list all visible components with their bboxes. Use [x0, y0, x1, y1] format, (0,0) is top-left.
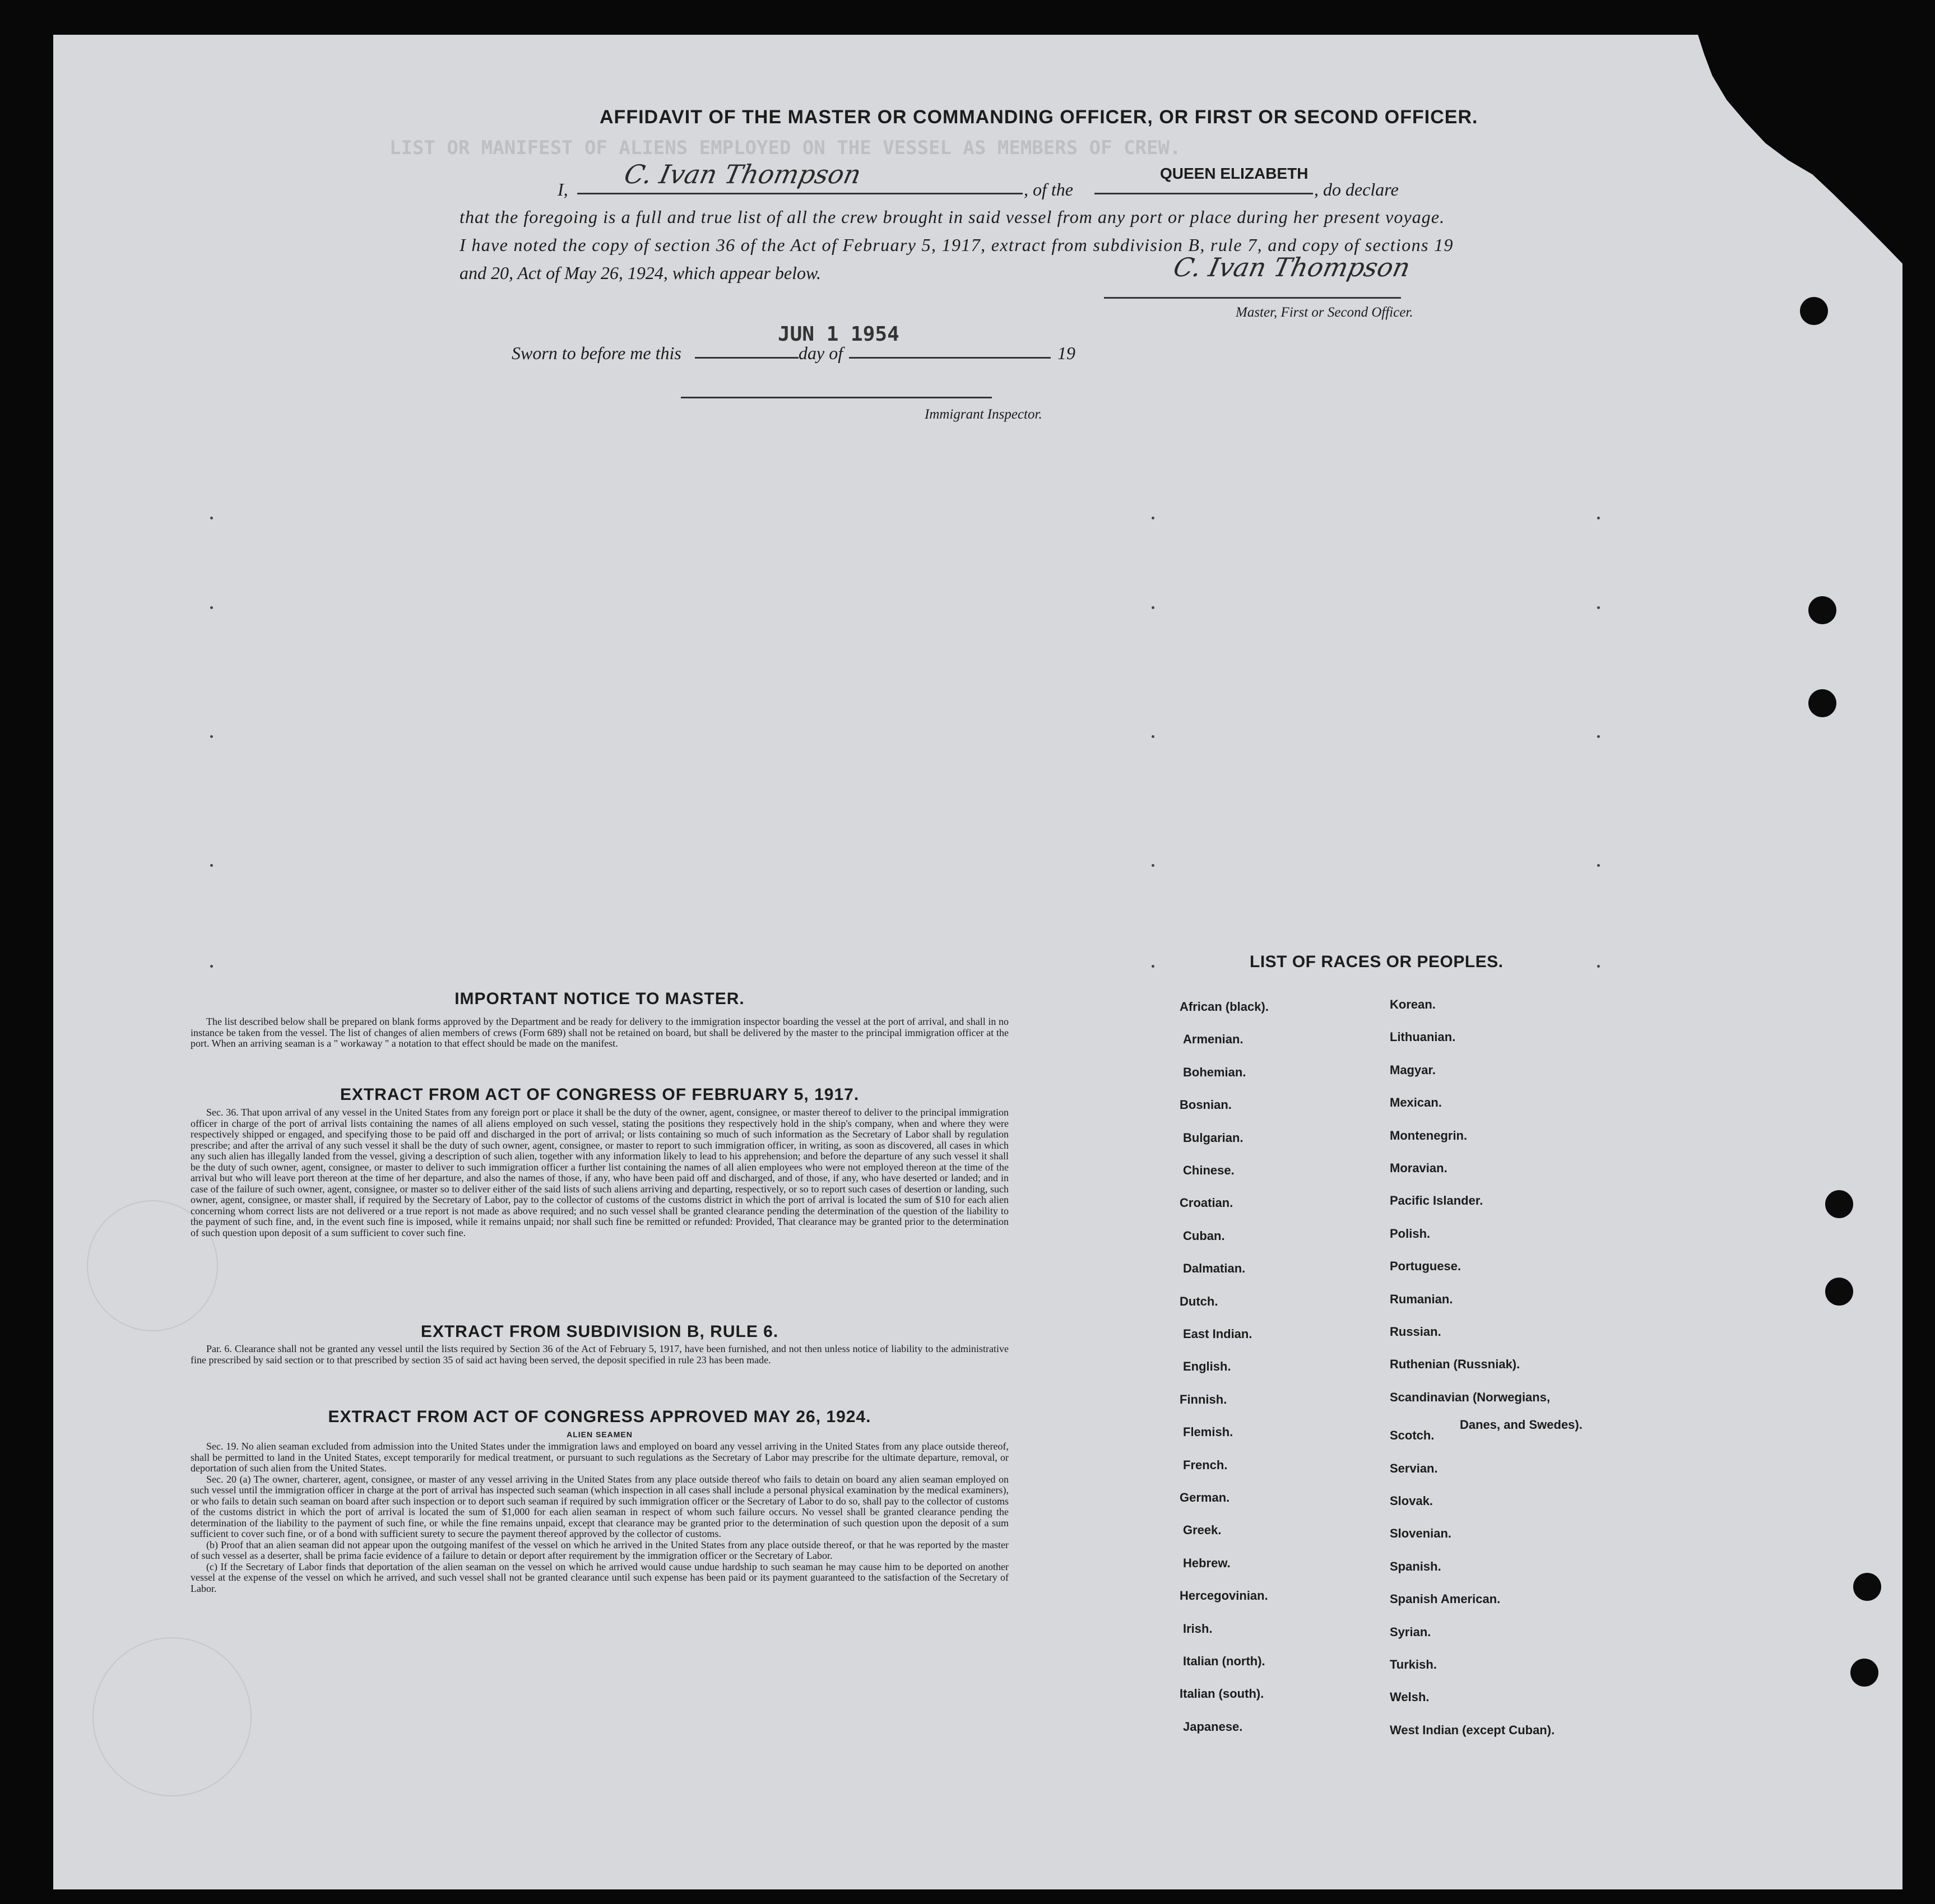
- bleed-through-header: LIST OR MANIFEST OF ALIENS EMPLOYED ON THE VESSEL AS MEMBERS OF CREW.: [389, 137, 1181, 159]
- race-item-right: Rumanian.: [1390, 1292, 1453, 1306]
- punch-hole: [1853, 1573, 1881, 1601]
- affidavit-line-4: and 20, Act of May 26, 1924, which appear below.: [460, 263, 821, 283]
- speck: [1597, 735, 1600, 738]
- master-signature-line: [1104, 297, 1401, 299]
- race-item-left: Dutch.: [1180, 1294, 1218, 1308]
- race-item-left: German.: [1180, 1490, 1230, 1504]
- of-the-label: , of the: [1024, 179, 1073, 199]
- speck: [1597, 517, 1600, 519]
- vessel-name: QUEEN ELIZABETH: [1160, 165, 1308, 182]
- race-item-left: Croatian.: [1180, 1196, 1233, 1210]
- speck: [1152, 864, 1154, 867]
- sworn-label: Sworn to before me this: [512, 343, 681, 363]
- officer-signature: C. Ivan Thompson: [621, 159, 864, 189]
- rule-6-title: EXTRACT FROM SUBDIVISION B, RULE 6.: [420, 1322, 779, 1341]
- race-item-left: Hercegovinian.: [1180, 1589, 1268, 1603]
- race-item-right: Korean.: [1390, 997, 1436, 1011]
- punch-hole: [1850, 1659, 1878, 1687]
- notice-text: [191, 1016, 1009, 1049]
- date-stamp: JUN 1 1954: [778, 323, 899, 346]
- affidavit-i-label: I,: [558, 179, 568, 199]
- race-item-left: Bosnian.: [1180, 1098, 1232, 1112]
- race-item-left: Cuban.: [1183, 1228, 1225, 1243]
- race-item-right-extra: Danes, and Swedes).: [1460, 1418, 1583, 1432]
- race-item-left: Italian (south).: [1180, 1687, 1264, 1701]
- speck: [1597, 606, 1600, 609]
- notice-title: IMPORTANT NOTICE TO MASTER.: [454, 990, 745, 1008]
- act-1924-title: EXTRACT FROM ACT OF CONGRESS APPROVED MAY 26, 1924.: [328, 1408, 871, 1426]
- race-item-left: Dalmatian.: [1183, 1261, 1246, 1276]
- name-line: [577, 193, 1023, 194]
- document-page: [53, 35, 1902, 1889]
- act-1924-subtitle: ALIEN SEAMEN: [567, 1430, 633, 1439]
- master-caption: Master, First or Second Officer.: [1236, 305, 1413, 320]
- races-title: LIST OF RACES OR PEOPLES.: [1250, 953, 1504, 971]
- punch-hole: [1825, 1190, 1853, 1218]
- vessel-line: [1094, 193, 1313, 194]
- act-1924-text: [191, 1441, 1009, 1594]
- punch-hole: [1800, 297, 1828, 325]
- race-item-left: Japanese.: [1183, 1719, 1243, 1734]
- race-item-left: African (black).: [1180, 1000, 1269, 1014]
- speck: [1152, 606, 1154, 609]
- affidavit-line-3: I have noted the copy of section 36 of the Act of February 5, 1917, extract from subdivision B, rule 7, and copy of sections 19: [460, 235, 1454, 255]
- speck: [210, 517, 213, 519]
- race-item-right: Lithuanian.: [1390, 1030, 1456, 1044]
- race-item-right: Scandinavian (Norwegians,: [1390, 1390, 1551, 1404]
- rule-6-par6: Par. 6. Clearance shall not be granted any vessel until the lists required by Section 36 of the Act of February 5, 1917, have been furnished, and not then unless notice of liability to the administrative fine prescribed by said section or to that prescribed by section 35 of said act having been served, the deposit specified in rule 23 has been made.: [191, 1343, 1009, 1366]
- speck: [210, 965, 213, 968]
- speck: [1152, 965, 1154, 968]
- race-item-right: Moravian.: [1390, 1161, 1447, 1175]
- act-1917-sec36: Sec. 36. That upon arrival of any vessel in the United States from any foreign port or place it shall be the duty of the owner, agent, consignee, or master thereof to deliver to the principal immigration officer in charge of the port of arrival lists containing the names of all aliens employed on such vessel, stating the positions they respectively hold in the ship's company, when and where they were respectively shipped or engaged, and specifying those to be paid off and discharged in the port of arrival; or lists containing so much of such information as the Secretary of Labor shall by regulation prescribe; and after the arrival of any such vessel it shall be the duty of such owner, agent, consignee, or master to report to such immigration officer, in writing, as soon as discovered, all cases in which any such alien has illegally landed from the vessel, giving a description of such alien, together with any information likely to lead to his apprehension; and before the departure of any such vessel it shall be the duty of such owner, agent, consignee, or master to deliver to such immigration officer a further list containing the names of all alien employees who were not employed thereon at the time of the arrival but who will leave port thereon at the time of her departure, and also the names of those, if any, who have been paid off and discharged, and of those, if any, who have deserted or landed; and in case of the failure of such owner, agent, consignee, or master so to deliver either of the said lists of such aliens arriving and departing, respectively, or so to report such cases of desertion or landing, such owner, agent, consignee, or master shall, if required by the Secretary of Labor, pay to the collector of customs of the customs district in which the port of arrival is located the sum of $10 for each alien concerning whom correct lists are not delivered or a true report is not made as above required; and no such vessel shall be granted clearance pending the determination of the question of the liability to the payment of such fine, and, in the event such fine is imposed, while it remains unpaid; nor shall such fine be remitted or refunded: Provided, That clearance may be granted prior to the determination of such question upon deposit of a sum sufficient to cover such fine.: [191, 1107, 1009, 1238]
- act-1924-sec20a: Sec. 20 (a) The owner, charterer, agent, consignee, or master of any vessel arriving in the United States from any place outside thereof who fails to detain on board any alien seaman employed on such vessel until the immigration officer in charge at the port of arrival has inspected such seaman (which inspection in all cases shall include a personal physical examination by the medical examiners), or who fails to detain such seaman on board after such inspection or to deport such seaman if required by such immigration officer or the Secretary of Labor to do so, shall pay to the collector of customs of the customs district in which the port of arrival is located the sum of $1,000 for each alien seaman in respect of whom such failure occurs. No vessel shall be granted clearance pending the determination of the liability to the payment of such fine, or while the fine remains unpaid, except that clearance may be granted prior to the determination of such question upon the deposit of a sum sufficient to cover such fine, or of a bond with sufficient surety to secure the payment thereof approved by the collector of customs.: [191, 1473, 1009, 1539]
- inspector-caption: Immigrant Inspector.: [925, 407, 1042, 422]
- race-item-left: East Indian.: [1183, 1327, 1252, 1341]
- act-1917-text: [191, 1107, 1009, 1238]
- affidavit-title: AFFIDAVIT OF THE MASTER OR COMMANDING OFFICER, OR FIRST OR SECOND OFFICER.: [600, 106, 1478, 128]
- race-item-right: Slovenian.: [1390, 1526, 1452, 1541]
- punch-hole: [1808, 689, 1836, 717]
- act-1924-sec20b: (b) Proof that an alien seaman did not appear upon the outgoing manifest of the vessel on which he arrived in the United States from any place outside thereof, or that he was reported by the master of such vessel as a deserter, shall be prima facie evidence of a failure to detain or deport after requirement by the immigration officer or the Secretary of Labor.: [191, 1539, 1009, 1561]
- speck: [210, 606, 213, 609]
- race-item-right: Spanish.: [1390, 1559, 1441, 1573]
- race-item-right: Magyar.: [1390, 1062, 1436, 1077]
- year-prefix: 19: [1057, 343, 1075, 363]
- sworn-month-line: [849, 357, 1051, 359]
- race-item-right: West Indian (except Cuban).: [1390, 1722, 1555, 1737]
- speck: [210, 864, 213, 867]
- race-item-left: Italian (north).: [1183, 1654, 1265, 1668]
- race-item-right: Welsh.: [1390, 1690, 1430, 1705]
- race-item-left: Finnish.: [1180, 1392, 1227, 1406]
- race-item-right: Montenegrin.: [1390, 1128, 1468, 1143]
- race-item-right: Scotch.: [1390, 1428, 1435, 1443]
- punch-hole: [1825, 1278, 1853, 1306]
- rule-6-text: [191, 1344, 1009, 1366]
- race-item-left: Irish.: [1183, 1621, 1213, 1636]
- act-1924-sec20c: (c) If the Secretary of Labor finds that deportation of the alien seaman on the vessel on which he arrived would cause undue hardship to such seaman he may cause him to be deported on another vessel at the expense of the vessel on which he arrived, and such vessel shall not be granted clearance until such expense has been paid or its payment guaranteed to the satisfaction of the Secretary of Labor.: [191, 1561, 1009, 1594]
- race-item-right: Syrian.: [1390, 1624, 1431, 1639]
- race-item-right: Russian.: [1390, 1325, 1441, 1339]
- torn-corner: [1698, 35, 1902, 276]
- race-item-right: Servian.: [1390, 1461, 1438, 1475]
- speck: [210, 735, 213, 738]
- race-item-left: Bohemian.: [1183, 1065, 1246, 1079]
- punch-hole: [1808, 596, 1836, 624]
- race-item-left: Armenian.: [1183, 1032, 1243, 1047]
- race-item-right: Ruthenian (Russniak).: [1390, 1357, 1520, 1372]
- act-1917-title: EXTRACT FROM ACT OF CONGRESS OF FEBRUARY 5, 1917.: [340, 1085, 860, 1104]
- notice-paragraph: The list described below shall be prepared on blank forms approved by the Department and be ready for delivery to the immigration inspector boarding the vessel at the port of arrival, and shall in no instance be taken from the vessel. The list of changes of alien members of crews (Form 689) shall not be retained on board, but shall be delivered by the master to the principal immigration officer at the port. When an arriving seaman is a " workaway " a notation to that effect should be made on the manifest.: [191, 1016, 1009, 1049]
- speck: [1597, 965, 1600, 968]
- speck: [1152, 517, 1154, 519]
- inspector-signature-line: [681, 397, 992, 398]
- speck: [1152, 735, 1154, 738]
- race-item-right: Turkish.: [1390, 1657, 1437, 1671]
- officer-signature-2: C. Ivan Thompson: [1171, 252, 1413, 282]
- affidavit-line-2: that the foregoing is a full and true list of all the crew brought in said vessel from any port or place during her present voyage.: [460, 207, 1445, 227]
- race-item-right: Portuguese.: [1390, 1259, 1461, 1274]
- race-item-left: Flemish.: [1183, 1425, 1233, 1439]
- race-item-left: Chinese.: [1183, 1163, 1235, 1177]
- race-item-right: Pacific Islander.: [1390, 1194, 1483, 1208]
- race-item-left: French.: [1183, 1457, 1228, 1472]
- act-1924-sec19: Sec. 19. No alien seaman excluded from admission into the United States under the immigration laws and employed on board any vessel arriving in the United States from any place outside thereof, shall be permitted to land in the United States, except temporarily for medical treatment, or pursuant to such regulations as the Secretary of Labor may prescribe for the ultimate departure, removal, or deportation of such alien from the United States.: [191, 1441, 1009, 1474]
- embossed-seal: [92, 1637, 252, 1796]
- race-item-left: Hebrew.: [1183, 1555, 1231, 1570]
- speck: [1597, 864, 1600, 867]
- race-item-right: Spanish American.: [1390, 1592, 1501, 1606]
- race-item-right: Slovak.: [1390, 1494, 1433, 1508]
- day-of-label: day of: [799, 343, 843, 363]
- sworn-day-line: [695, 357, 799, 359]
- race-item-left: English.: [1183, 1359, 1231, 1374]
- race-item-left: Greek.: [1183, 1523, 1222, 1538]
- race-item-right: Polish.: [1390, 1226, 1431, 1241]
- race-item-left: Bulgarian.: [1183, 1130, 1243, 1145]
- do-declare-label: , do declare: [1314, 179, 1399, 199]
- race-item-right: Mexican.: [1390, 1095, 1442, 1110]
